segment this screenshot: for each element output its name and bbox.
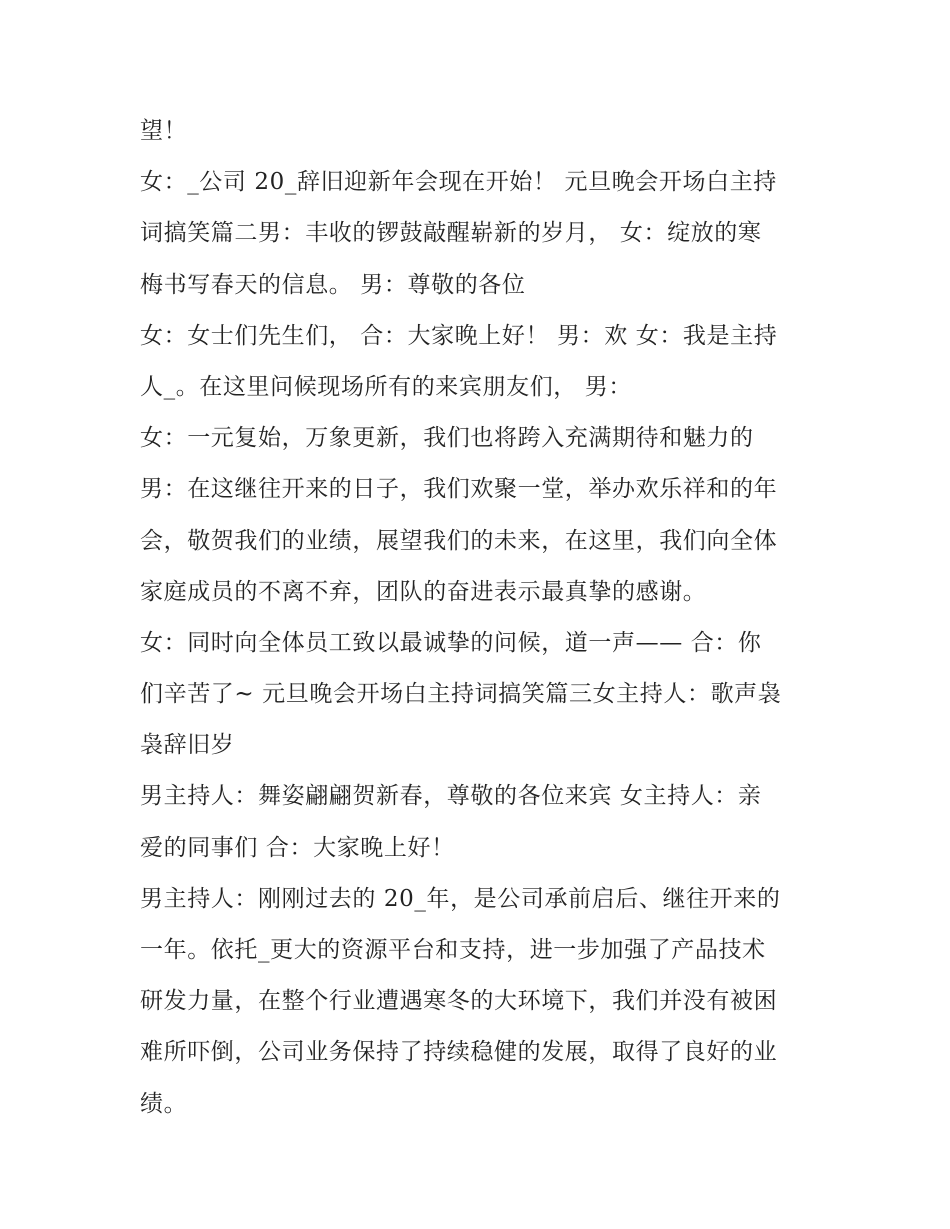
- text-line: 难所吓倒，公司业务保持了持续稳健的发展，取得了良好的业: [140, 1039, 778, 1066]
- text-line: 研发力量，在整个行业遭遇寒冬的大环境下，我们并没有被困: [140, 988, 778, 1015]
- text-line: 望！: [140, 118, 188, 144]
- text-line: 词搞笑篇二男：丰收的锣鼓敲醒崭新的岁月， 女：绽放的寒: [140, 220, 762, 247]
- text-line: 梅书写春天的信息。 男：尊敬的各位: [140, 271, 526, 298]
- text-line: 男主持人：刚刚过去的 20_年，是公司承前启后、继往开来的: [140, 885, 781, 912]
- text-line: 家庭成员的不离不弃，团队的奋进表示最真挚的感谢。: [140, 578, 707, 605]
- text-line: 女：_公司 20_辞旧迎新年会现在开始！ 元旦晚会开场白主持: [140, 169, 777, 196]
- text-line: 女：女士们先生们， 合：大家晚上好！ 男：欢 女：我是主持: [140, 322, 778, 349]
- text-line: 绩。: [140, 1090, 188, 1117]
- text-line: 男：在这继往开来的日子，我们欢聚一堂，举办欢乐祥和的年: [140, 476, 778, 503]
- text-line: 们辛苦了~ 元旦晚会开场白主持词搞笑篇三女主持人：歌声袅: [140, 681, 782, 708]
- text-line: 人_。在这里问候现场所有的来宾朋友们， 男：: [140, 373, 633, 400]
- text-line: 会，敬贺我们的业绩，展望我们的未来，在这里，我们向全体: [140, 527, 778, 554]
- text-line: 爱的同事们 合：大家晚上好！: [140, 834, 455, 861]
- text-line: 一年。依托_更大的资源平台和支持，进一步加强了产品技术: [140, 937, 766, 963]
- document-body: [140, 106, 820, 1130]
- text-line: 女：同时向全体员工致以最诚挚的问候，道一声—— 合：你: [140, 629, 762, 656]
- text-line: 男主持人：舞姿翩翩贺新春，尊敬的各位来宾 女主持人：亲: [140, 783, 762, 810]
- text-line: 女：一元复始，万象更新，我们也将跨入充满期待和魅力的: [140, 425, 754, 452]
- text-line: 袅辞旧岁: [140, 732, 235, 759]
